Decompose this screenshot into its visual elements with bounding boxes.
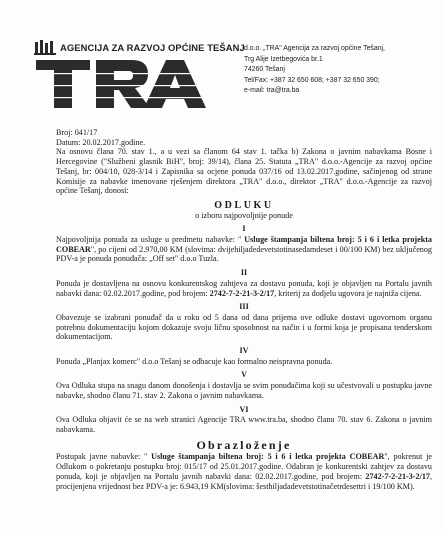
explanation-title: Obrazloženje: [196, 437, 292, 452]
contact-phone: Tel/Fax: +387 32 650 608; +387 32 650 390;: [244, 76, 380, 84]
contact-address: Trg Alije Izetbegovića br.1: [244, 55, 323, 63]
section-3-text: Obavezuje se izabrani ponuđač da u roku od 5 dana od dana prijema ove odluke dostavi ugovornom organu potrebnu dokumentaciju kojom dokazuje svoju ličnu sposobnost na način i u formi koja je propisana tenderskom dokumentacijom.: [56, 312, 432, 342]
section-numeral-5: V: [241, 370, 247, 380]
section-4-text: Ponuda „Planjax komerc" d.o.o Tešanj se odbacuje kao formalno neispravna ponuda.: [56, 356, 333, 366]
explanation-text: Postupak javne nabavke: " Usluge štampanja biltena broj: 5 i 6 i letka projekta COBEAR", pokrenut je Odlukom o pokretanju postupku broj: 015/17 od 25.01.2017.godine. Odabran je konkurentski zahtjev za dostavu ponuda, koji je objavljen na Portalu javnih nabavki dana: 02.02.2017.godine, pod brojem: 2742-7-2-21-3-2/17, procijenjena vrijednost bez PDV-a je: 6.943,19 KM(slovima: šesthiljadadevetstotinačetrdesettri i 19/100 KM).: [56, 452, 432, 491]
contact-city: 74260 Tešanj: [244, 66, 285, 74]
document-date: Datum: 20.02.2017.godine.: [56, 137, 146, 147]
section-numeral-6: VI: [239, 404, 249, 414]
decision-title: ODLUKU: [214, 199, 274, 211]
contact-company: d.o.o. „TRA" Agencija za razvoj općine Tešanj,: [244, 45, 385, 52]
document-number: Broj: 041/17: [56, 128, 98, 137]
explanation-reference: 2742-7-2-21-3-2/17: [365, 471, 430, 481]
section-2-reference: 2742-7-2-21-3-2/17: [209, 288, 275, 298]
section-5-text: Ova Odluka stupa na snagu danom donošenja i dostavlja se svim ponuđačima koji su učestvovali u postupku javne nabavke, shodno članu 71. stav 2. Zakona o javnim nabavkama.: [56, 381, 432, 400]
explanation-subject: Usluge štampanja biltena broj: 5 i 6 i letka projekta COBEAR: [147, 452, 385, 462]
decision-subtitle: o izboru najpovoljnije ponude: [195, 210, 293, 220]
section-numeral-3: III: [239, 302, 249, 312]
section-numeral-2: II: [240, 268, 248, 278]
section-6-text: Ova Odluka objavit će se na web stranici Agencije TRA www.tra.ba, shodno članu 70. stav 6. Zakona o javnim nabavkama.: [56, 415, 432, 434]
intro-paragraph: Na osnovu člana 70. stav 1., a u vezi sa članom 64 stav 1. tačka b) Zakona o javnim nabavkama Bosne i Hercegovine ("Službeni glasnik BiH", broj: 39/14), člana 25. Statuta „TRA" d.o.o.-Agencije za razvoj općine Tešanj, br: 004/10, 028-3/14 i Zapisnika sa ocjene ponuda 037/16 od 13.02.2017.godine, sačinjenog od strane Komisije za nabavke imenovane rješenjem direktora „TRA" d.o.o., direktor „TRA" d.o.o.-Agencije za razvoj općine Tešanj, donosi:: [56, 147, 432, 196]
section-2-text: Ponuda je dostavljena na osnovu konkurentskog zahtjeva za dostavu ponuda, koji je objavljen na Portalu javnih nabavki dana: 02.02.2017.godine, pod brojem: 2742-7-2-21-3-2/17, kriterij za dodjelu ugovora je najniža cijena.: [56, 278, 432, 298]
section-1-subject: Usluge štampanja biltena broj: 5 i 6 i letka projekta COBEAR: [56, 235, 432, 254]
document-body: [56, 128, 432, 491]
contact-block: [244, 44, 439, 97]
section-numeral-1: I: [242, 224, 246, 234]
tra-logo: [34, 40, 245, 112]
document-meta: [56, 128, 432, 147]
section-1-text: Najpovoljnija ponuda za usluge u predmetu nabavke: " Usluge štampanja biltena broj: 5 i 6 i letka projekta COBEAR", po cijeni od 2.970,00 KM (slovima: dvijehiljadedevetstotinasedamdeset i 00/100 KM) bez uključenog PDV-a je ponuda ponuđača: „Off set" d.o.o Tuzla.: [56, 235, 432, 264]
agency-name: AGENCIJA ZA RAZVOJ OPĆINE TEŠANJ: [60, 42, 245, 53]
contact-email: e-mail: tra@tra.ba: [244, 87, 300, 95]
section-numeral-4: IV: [239, 346, 249, 356]
